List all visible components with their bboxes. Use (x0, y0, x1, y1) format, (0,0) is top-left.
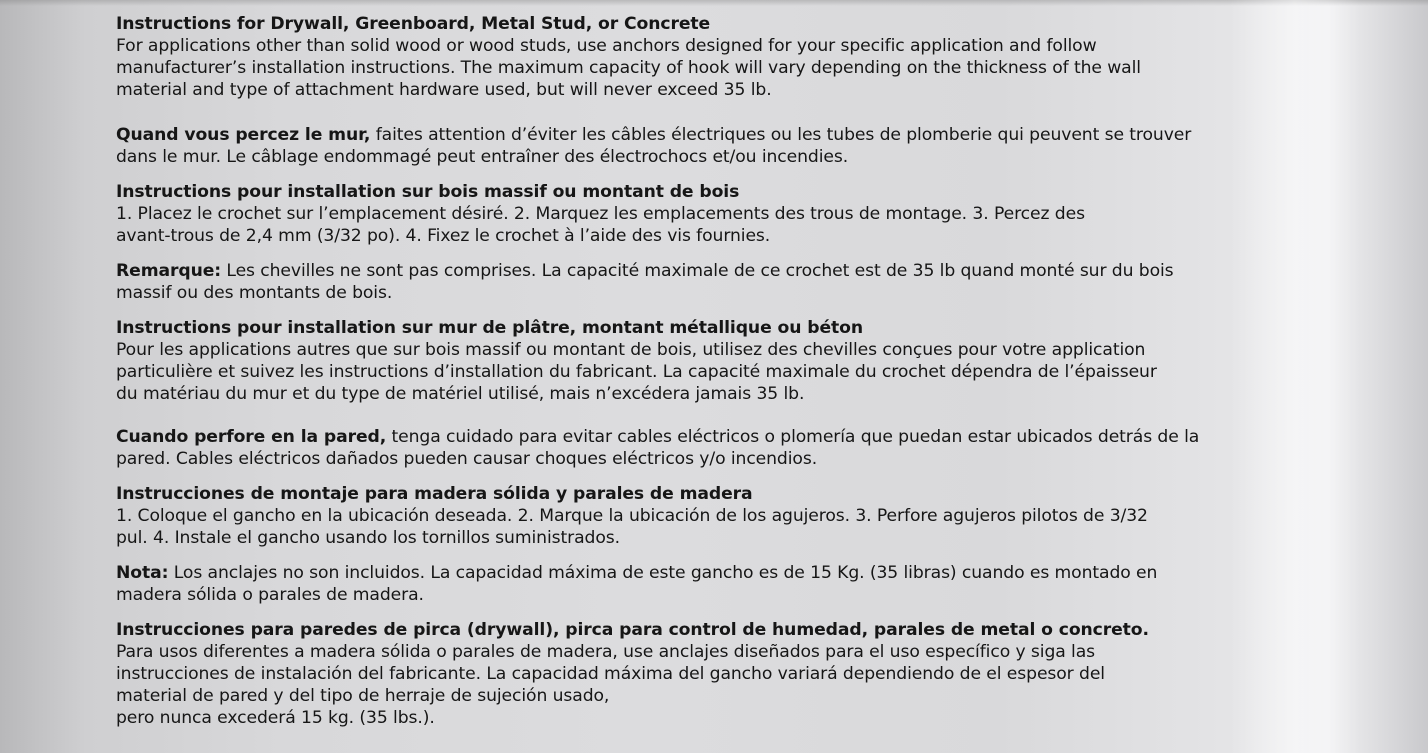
lead-text: Cuando perfore en la pared, (116, 427, 387, 447)
body-line (116, 426, 1276, 448)
body-line: manufacturer’s installation instructions. The maximum capacity of hook will vary depending on the thickness of the wall (116, 58, 1141, 78)
section-drilling-warning-es (116, 426, 1276, 470)
body-line: material and type of attachment hardware used, but will never exceed 35 lb. (116, 80, 772, 100)
lead-text: Quand vous percez le mur, (116, 125, 371, 145)
body-line: 1. Coloque el gancho en la ubicación deseada. 2. Marque la ubicación de los agujeros. 3. Perfore agujeros pilotos de 3/32 (116, 506, 1148, 526)
body-line: avant-trous de 2,4 mm (3/32 po). 4. Fixez le crochet à l’aide des vis fournies. (116, 226, 771, 246)
body-line: Pour les applications autres que sur bois massif ou montant de bois, utilisez des chevilles conçues pour votre application (116, 340, 1146, 360)
lead-text: Nota: (116, 563, 169, 583)
section-heading: Instrucciones de montaje para madera sólida y parales de madera (116, 484, 753, 504)
section-drywall-es (116, 619, 1276, 729)
body-line: du matériau du mur et du type de matériel utilisé, mais n’excédera jamais 35 lb. (116, 384, 805, 404)
body-line: Para usos diferentes a madera sólida o parales de madera, use anclajes diseñados para el uso específico y siga las (116, 642, 1096, 662)
section-heading: Instructions pour installation sur mur de plâtre, montant métallique ou béton (116, 318, 863, 338)
body-line (116, 260, 1276, 282)
body-text: faites attention d’éviter les câbles électriques ou les tubes de plomberie qui peuvent se trouver (370, 125, 1192, 145)
section-drywall-fr (116, 317, 1276, 405)
section-drilling-warning-fr (116, 124, 1276, 168)
body-text: Les chevilles ne sont pas comprises. La capacité maximale de ce crochet est de 35 lb quand monté sur du bois (221, 261, 1174, 281)
body-line: 1. Placez le crochet sur l’emplacement désiré. 2. Marquez les emplacements des trous de montage. 3. Percez des (116, 204, 1085, 224)
body-line: pul. 4. Instale el gancho usando los tornillos suministrados. (116, 528, 620, 548)
body-line: dans le mur. Le câblage endommagé peut entraîner des électrochocs et/ou incendies. (116, 147, 849, 167)
body-line: massif ou des montants de bois. (116, 283, 393, 303)
section-solid-wood-es (116, 483, 1276, 549)
body-line: instrucciones de instalación del fabricante. La capacidad máxima del gancho variará dependiendo de el espesor del (116, 664, 1105, 684)
body-line: particulière et suivez les instructions d’installation du fabricant. La capacité maximale du crochet dépendra de l’épaisseur (116, 362, 1157, 382)
body-line: pared. Cables eléctricos dañados pueden causar choques eléctricos y/o incendios. (116, 449, 818, 469)
body-line: material de pared y del tipo de herraje de sujeción usado, (116, 686, 610, 706)
body-line: pero nunca excederá 15 kg. (35 lbs.). (116, 708, 435, 728)
section-drywall-en (116, 13, 1276, 101)
body-line (116, 124, 1276, 146)
section-solid-wood-fr (116, 181, 1276, 247)
lead-text: Remarque: (116, 261, 222, 281)
body-text: Los anclajes no son incluidos. La capacidad máxima de este gancho es de 15 Kg. (35 libras) cuando es montado en (168, 563, 1158, 583)
body-text: tenga cuidado para evitar cables eléctricos o plomería que puedan estar ubicados detrás de la (386, 427, 1200, 447)
section-heading: Instrucciones para paredes de pirca (drywall), pirca para control de humedad, parales de metal o concreto. (116, 620, 1149, 640)
section-heading: Instructions for Drywall, Greenboard, Metal Stud, or Concrete (116, 14, 711, 34)
body-line (116, 562, 1276, 584)
body-line: madera sólida o parales de madera. (116, 585, 424, 605)
section-note-es (116, 562, 1276, 606)
section-remark-fr (116, 260, 1276, 304)
section-heading: Instructions pour installation sur bois massif ou montant de bois (116, 182, 740, 202)
body-line: For applications other than solid wood or wood studs, use anchors designed for your specific application and follow (116, 36, 1097, 56)
